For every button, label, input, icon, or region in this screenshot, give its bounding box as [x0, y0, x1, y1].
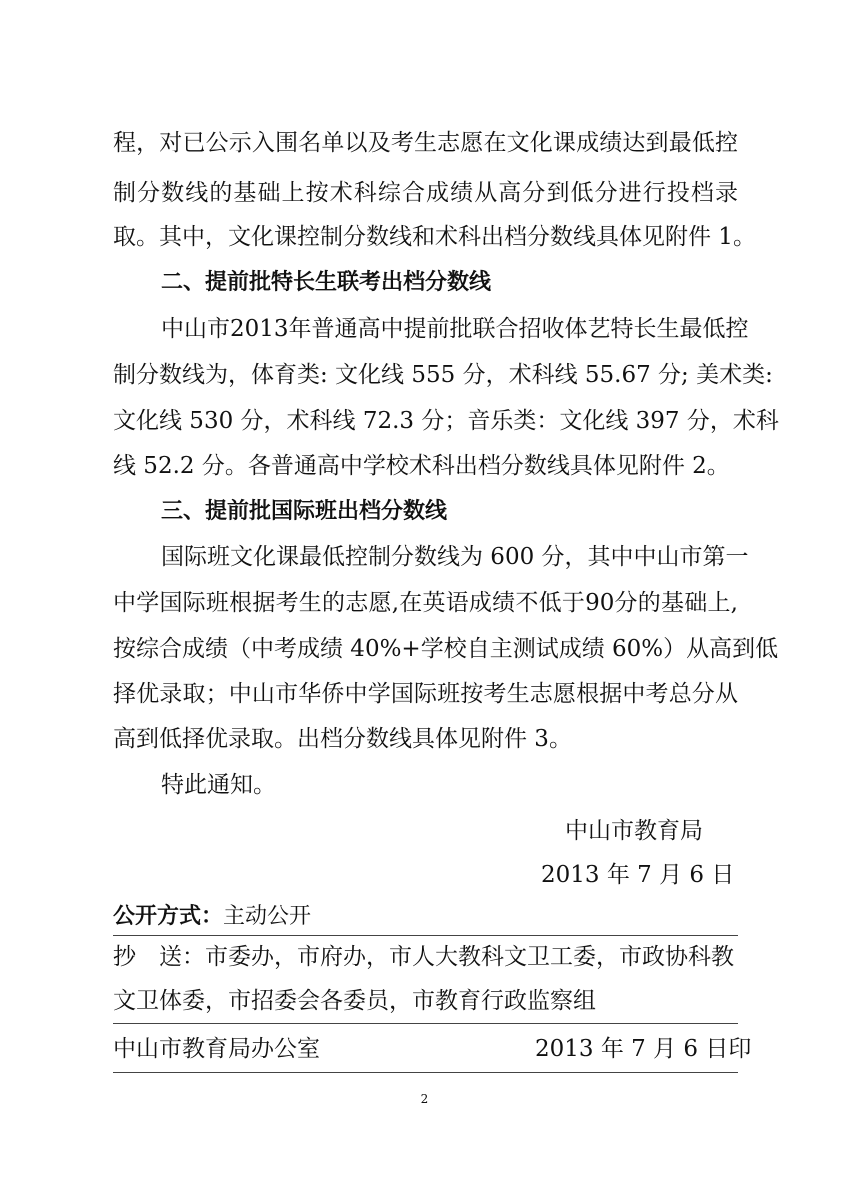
cc-row	[113, 942, 738, 972]
section-heading-3: 三、提前批国际班出档分数线	[161, 499, 448, 524]
body-line: 高到低择优录取。出档分数线具体见附件 3。	[113, 726, 572, 752]
body-line: 制分数线的基础上按术科综合成绩从高分到低分进行投档录	[113, 180, 738, 206]
body-line: 按综合成绩（中考成绩 40%+学校自主测试成绩 60%）从高到低	[113, 636, 779, 662]
body-line: 择优录取；中山市华侨中学国际班按考生志愿根据中考总分从	[113, 681, 738, 707]
body-line: 文化线 530 分，术科线 72.3 分；音乐类：文化线 397 分，术科	[113, 408, 779, 434]
issuer: 中山市教育局办公室	[113, 1036, 320, 1062]
body-line: 线 52.2 分。各普通高中学校术科出档分数线具体见附件 2。	[113, 453, 730, 479]
disclosure-row	[113, 902, 738, 932]
signature-org: 中山市教育局	[565, 818, 703, 844]
closing-text: 特此通知。	[161, 772, 276, 798]
page-number: 2	[420, 1092, 429, 1106]
print-date: 2013 年 7 月 6 日印	[535, 1036, 752, 1062]
body-line: 取。其中，文化课控制分数线和术科出档分数线具体见附件 1。	[113, 224, 756, 250]
divider	[113, 935, 738, 936]
body-line: 制分数线为，体育类: 文化线 555 分，术科线 55.67 分; 美术类:	[113, 362, 773, 388]
disclosure-label: 公开方式：	[113, 904, 224, 929]
body-line: 程，对已公示入围名单以及考生志愿在文化课成绩达到最低控	[113, 130, 738, 156]
disclosure-value: 主动公开	[223, 904, 312, 929]
cc-line-2: 文卫体委，市招委会各委员，市教育行政监察组	[113, 988, 596, 1014]
cc-label: 抄 送：	[113, 944, 205, 970]
divider	[113, 1023, 738, 1024]
section-heading-2: 二、提前批特长生联考出档分数线	[161, 270, 492, 295]
cc-line-1: 市委办，市府办，市人大教科文卫工委，市政协科教	[205, 944, 734, 970]
body-line: 国际班文化课最低控制分数线为 600 分，其中中山市第一	[161, 544, 749, 570]
divider	[113, 1072, 738, 1073]
body-line: 中山市2013年普通高中提前批联合招收体艺特长生最低控	[161, 316, 749, 342]
signature-date: 2013 年 7 月 6 日	[541, 862, 735, 888]
body-line: 中学国际班根据考生的志愿,在英语成绩不低于90分的基础上,	[113, 590, 738, 616]
